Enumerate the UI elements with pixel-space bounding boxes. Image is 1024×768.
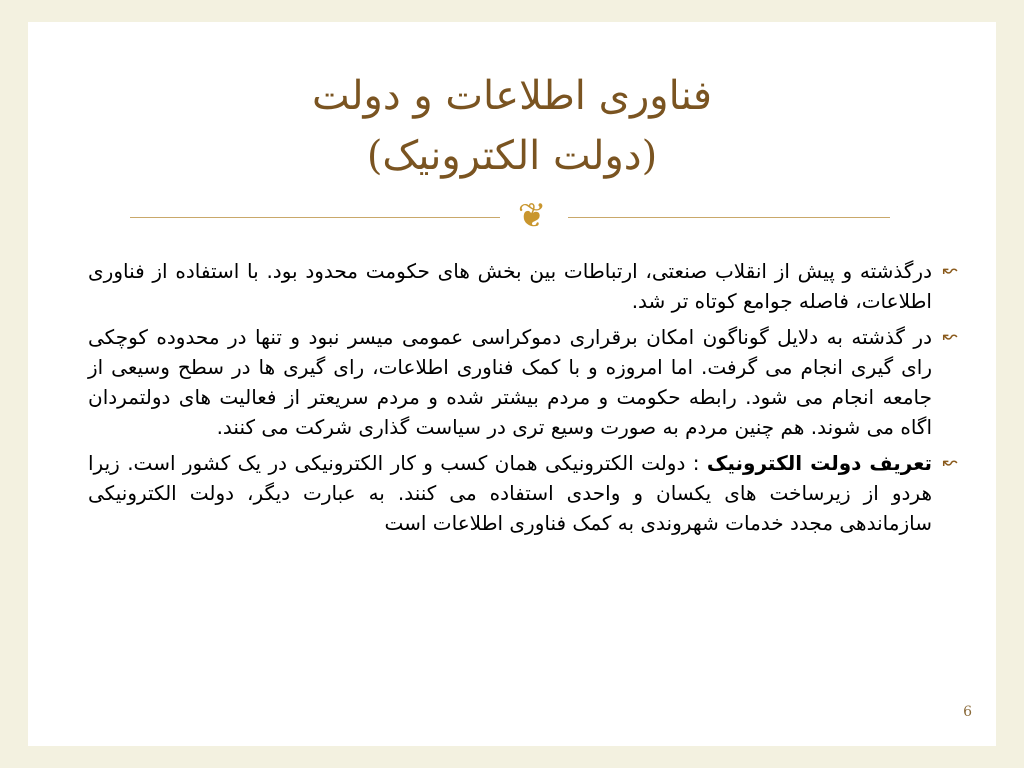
bullet-marker-icon: ↜ [942,452,958,473]
title-divider-left [130,217,500,218]
page-number: 6 [963,704,972,720]
bullet-item [88,322,968,442]
slide [28,22,996,746]
bullet-item [88,448,968,538]
fleuron-ornament-icon: ❦ [517,196,547,236]
slide-title [28,66,996,186]
bullet-marker-icon: ↜ [942,260,958,281]
bullet-text: : دولت الکترونیکی همان کسب و کار الکترونیکی در یک کشور است. زیرا هردو از زیرساخت های یکسان و واحدی استفاده می کنند. به عبارت دیگر، دولت الکترونیکی سازماندهی مجدد خدمات شهروندی به کمک فناوری اطلاعات است [88,451,932,535]
bullet-marker-icon: ↜ [942,326,958,347]
title-divider-right [568,217,890,218]
title-line-1: فناوری اطلاعات و دولت [312,73,712,119]
title-line-2: (دولت الکترونیک) [366,133,658,179]
bullet-text: در گذشته به دلایل گوناگون امکان برقراری دموکراسی عمومی میسر نبود و تنها در محدوده کوچکی رای گیری انجام می گرفت. اما امروزه و با کمک فناوری اطلاعات، رای گیری ها در سطح وسیعی از جامعه انجام می شود. رابطه حکومت و مردم بیشتر شده و مردم سریعتر از فعالیت های دولتمردان اگاه می شوند. هم چنین مردم به صورت وسیع تری در سیاست گذاری شرکت می کنند. [88,325,932,439]
bullet-term: تعریف دولت الکترونیک [706,451,933,475]
bullet-list [88,256,968,544]
bullet-text: درگذشته و پیش از انقلاب صنعتی، ارتباطات بین بخش های حکومت محدود بود. با استفاده از فناوری اطلاعات، فاصله جوامع کوتاه تر شد. [88,259,932,313]
bullet-item [88,256,968,316]
